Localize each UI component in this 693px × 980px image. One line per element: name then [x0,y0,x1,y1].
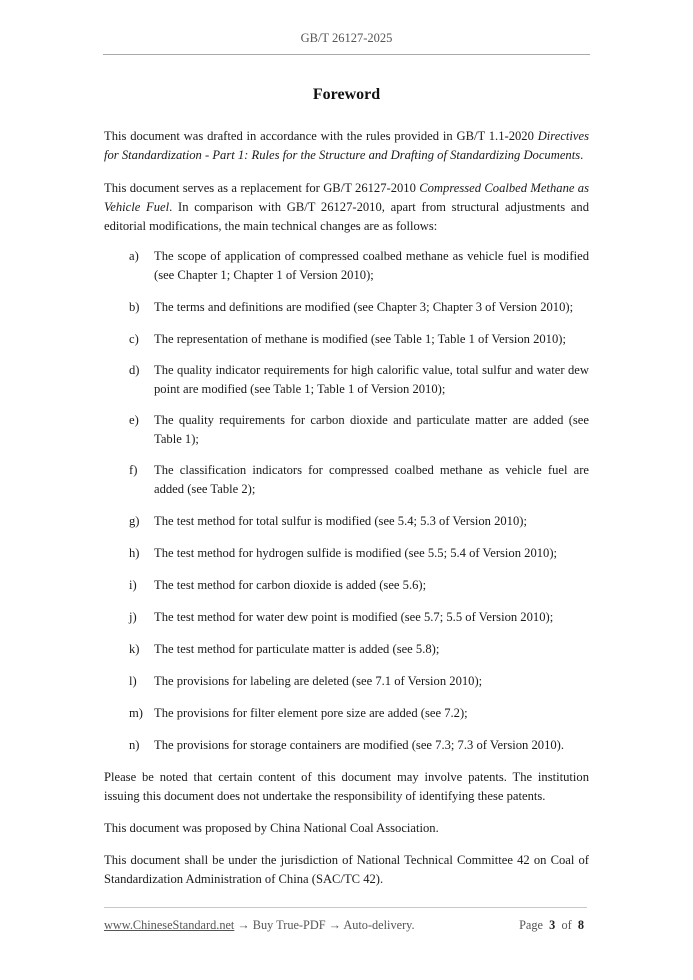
header-divider [103,54,590,55]
intro-1-italic-title: Directives for Standardization - Part 1: Rules for the Structure and Drafting of Standardizing Documents [104,129,589,162]
list-item-label: c) [129,332,139,346]
intro-paragraph-1 [104,127,589,165]
intro-2-end: . In comparison with GB/T 26127-2010, apart from structural adjustments and editorial modifications, the main technical changes are as follows: [104,199,589,233]
arrow-right-icon: → [237,918,250,932]
list-item-label: n) [129,738,140,752]
list-item-label: j) [129,610,137,624]
buy-pdf-text: Buy True-PDF [249,918,329,932]
intro-paragraph-2 [104,179,589,235]
intro-2-italic-title: Compressed Coalbed Methane as Vehicle Fuel [104,181,589,214]
list-item-text: The classification indicators for compressed coalbed methane as vehicle fuel are added (see Table 2); [154,463,589,496]
list-item [104,361,589,399]
list-item-label: l) [129,674,137,688]
list-item [104,330,589,349]
list-item-text: The scope of application of compressed coalbed methane as vehicle fuel is modified (see Chapter 1; Chapter 1 of Version 2010); [154,249,589,282]
list-item-label: f) [129,463,138,477]
jurisdiction-paragraph [104,851,589,889]
arrow-right-icon: → [328,918,341,932]
list-item-label: a) [129,249,139,263]
list-item-label: g) [129,514,140,528]
list-item-text: The quality requirements for carbon dioxide and particulate matter are added (see Table 1); [154,413,589,446]
auto-delivery-text: Auto-delivery. [340,918,415,932]
list-item-text: The test method for total sulfur is modified (see 5.4; 5.3 of Version 2010); [154,514,527,528]
current-page-number: 3 [549,918,556,932]
list-item [104,608,589,627]
list-item-label: d) [129,363,140,377]
list-item [104,461,589,499]
list-item [104,672,589,691]
document-code: GB/T 26127-2025 [300,31,393,45]
list-item-label: e) [129,413,139,427]
list-item [104,411,589,449]
list-item-text: The test method for particulate matter is added (see 5.8); [154,642,440,656]
patent-notice-paragraph [104,768,589,806]
patent-notice-text: Please be noted that certain content of this document may involve patents. The institution issuing this document does not undertake the responsibility of identifying these patents. [104,770,589,803]
proposer-paragraph [104,819,589,838]
total-pages-number: 8 [577,918,584,932]
list-item-text: The representation of methane is modified (see Table 1; Table 1 of Version 2010); [154,332,566,346]
list-item-label: i) [129,578,137,592]
proposer-text: This document was proposed by China National Coal Association. [104,821,439,835]
list-item [104,512,589,531]
list-item-label: k) [129,642,140,656]
website-link[interactable]: www.ChineseStandard.net [104,918,235,932]
page-footer [104,918,587,933]
intro-1-text: This document was drafted in accordance with the rules provided in GB/T 1.1-2020 [104,129,538,143]
list-item-text: The test method for hydrogen sulfide is modified (see 5.5; 5.4 of Version 2010); [154,546,558,560]
intro-2-text: This document serves as a replacement for GB/T 26127-2010 [104,181,420,195]
list-item [104,640,589,659]
page-word: Page [519,918,543,932]
list-item [104,544,589,563]
list-item-text: The provisions for storage containers are modified (see 7.3; 7.3 of Version 2010). [154,738,565,752]
list-item [104,736,589,755]
footer-divider [104,907,587,908]
list-item-text: The test method for water dew point is modified (see 5.7; 5.5 of Version 2010); [154,610,554,624]
list-item [104,704,589,723]
list-item [104,576,589,595]
list-item [104,247,589,285]
list-item [104,298,589,317]
intro-1-end: . [580,147,584,162]
jurisdiction-text: This document shall be under the jurisdiction of National Technical Committee 42 on Coal of Standardization Administration of China (SAC/TC 42). [104,853,589,886]
list-item-text: The provisions for labeling are deleted (see 7.1 of Version 2010); [154,674,483,688]
page-of-word: of [561,918,572,932]
page-indicator [519,918,584,933]
list-item-text: The quality indicator requirements for high calorific value, total sulfur and water dew point are modified (see Table 1; Table 1 of Version 2010); [154,363,589,396]
list-item-label: m) [129,706,143,720]
list-item-label: b) [129,300,140,314]
list-item-text: The provisions for filter element pore size are added (see 7.2); [154,706,468,720]
list-item-text: The terms and definitions are modified (see Chapter 3; Chapter 3 of Version 2010); [154,300,574,314]
list-item-label: h) [129,546,140,560]
list-item-text: The test method for carbon dioxide is added (see 5.6); [154,578,427,592]
page-title: Foreword [312,86,381,103]
